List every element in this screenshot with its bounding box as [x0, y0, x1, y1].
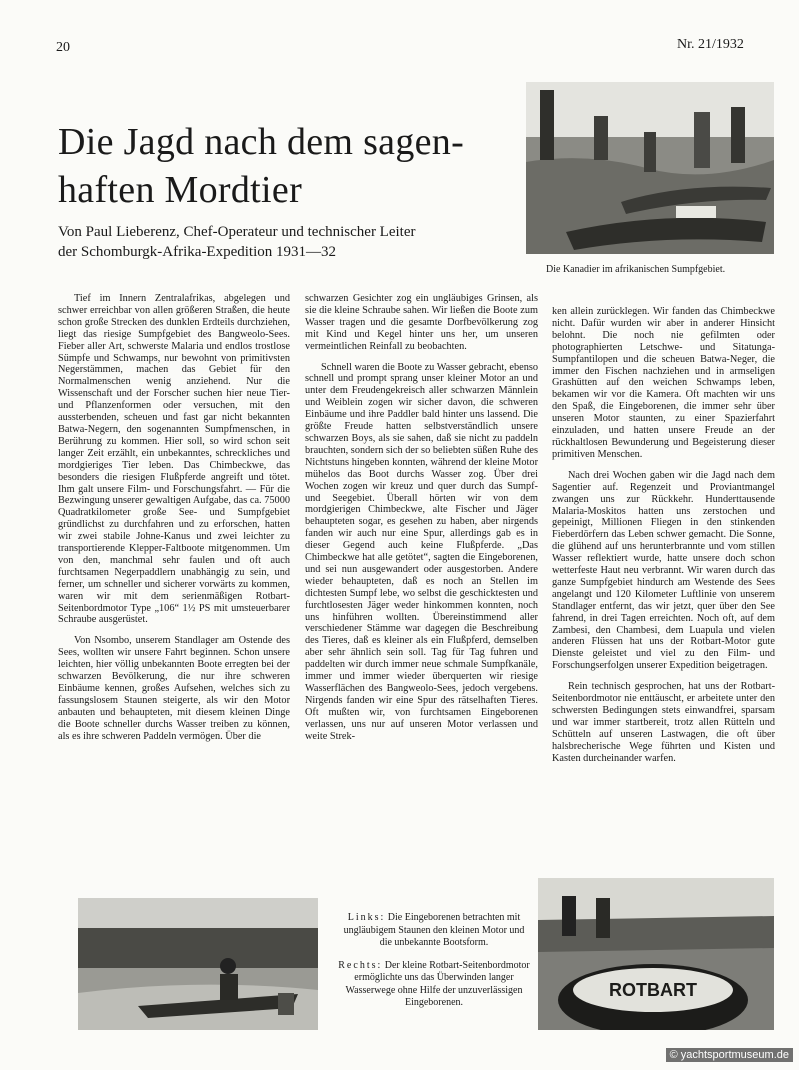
caption-rechts-text: Der kleine Rotbart-Seitenbordmotor ermöglichte uns das Überwinden langer Wasserwege ohne Hilfe der unzuverlässigen Eingeborenen. [345, 959, 530, 1008]
issue-number: Nr. 21/1932 [677, 37, 744, 52]
photo-canoes-swamp [526, 82, 774, 254]
caption-links-text: Die Eingeborenen betrachten mit ungläubigem Staunen den kleinen Motor und die unbekannte Bootsform. [343, 912, 525, 948]
article-column-2 [305, 293, 538, 848]
column-1-paragraph: Tief im Innern Zentralafrikas, abgelegen und schwer erreichbar von allen größeren Straßen, die heute schon große Strecken des dunklen Erdteils durchziehen, liegt das riesige Sumpfgebiet des Bangweolo-Sees. Fieber aller Art, schwerste Malaria und endlos trostlose Sümpfe und Schwamps, nur bewohnt von primitivsten Negerstämmen, machen das Gebiet für den Normalmenschen wenig anziehend. Nur die Wissenschaft und der Forscher suchen hier neue Tier- und Pflanzenformen oder versuchen, mit den aussterbenden, scheuen und fast gar nicht bekannten Batwa-Negern, den sogenannten Sumpfmenschen, in Berührung zu kommen. Hier soll, so wird schon seit langer Zeit erzählt, ein unbekanntes, schreckliches und mordgieriges Tier leben. Das Chimbeckwe, das besonders die riesigen Flußpferde angreift und tötet. Ihm galt unsere Film- und Forschungsfahrt. — Für die Bezwingung unserer gewaltigen Aufgabe, das ca. 75000 Quadratkilometer große See- und Sumpfgebiet gründlichst zu durchfahren und zu erforschen, hatten wir zwei stabile Johne-Kanus und zwei leichter zu transportierende Klepper-Faltboote mitgenommen. Um von den, manchmal sehr faulen und oft auch furchtsamen Negerpaddlern unabhängig zu sein, und ferner, um schneller und sicherer vorwärts zu kommen, waren wir mit dem serienmäßigen Rotbart-Seitenbordmotor Type „106“ 1½ PS mit umsteuerbarer Schraube ausgerüstet. [58, 293, 290, 626]
column-3-paragraph: ken allein zurücklegen. Wir fanden das Chimbeckwe nicht. Dafür wurden wir aber in anderer Hinsicht belohnt. Die noch nie gefilmten oder photographierten Letschwe- und Sitatunga-Sumpfantilopen und die scheuen Batwa-Neger, die immer den Fischen nachziehen und in armseligen Grashütten auf den weichen Schwamps leben, bekamen wir vor die Kamera. Oft machten wir uns den Spaß, die Eingeborenen, die immer sehr über unseren Motor staunten, zu einer Spazierfahrt einzuladen, und hatten unsere Freude an der rückhaltlosen Bewunderung und Begeisterung dieser primitiven Menschen. [552, 306, 775, 460]
column-3-paragraph: Rein technisch gesprochen, hat uns der Rotbart-Seitenbordmotor nie enttäuscht, er arbeitete unter den schwersten Bedingungen stets einwandfrei, sparsam und war immer startbereit, trotz allen Rütteln und Schütteln auf unseren Lastwagen, die oft über halsbrecherische Wege führten und Kisten und Kasten durcheinander warfen. [552, 681, 775, 764]
column-2-paragraph: Schnell waren die Boote zu Wasser gebracht, ebenso schnell und prompt sprang unser kleiner Motor an und unter dem Freudengekreisch aller schwarzen Männlein und Weiblein zogen wir sicher davon, die schweren Einbäume und ihre Paddler bald hinter uns lassend. Die größte Freude hatten selbstverständlich unsere schwarzen Boys, als sie sahen, daß sie nicht zu paddeln brauchten, sondern sich der so beliebten süßen Ruhe des Nichtstuns hingeben konnten, während der kleine Motor mühelos das Boot durchs Wasser zog. Über drei Wochen zogen wir kreuz und quer durch das Sumpf- und Seegebiet. Überall hörten wir von dem mordgierigen Chimbeckwe, alte Fischer und Jäger behaupteten sogar, es gesehen zu haben, aber nirgends fanden wir auch nur eine Spur, allerdings gab es in dieser Gegend auch keine Flußpferde. „Das Chimbeckwe hat alle getötet“, sagten die Eingeborenen, und sei nun ausgewandert oder ausgestorben. Andere wieder behaupteten, daß es noch an Stellen im dichtesten Sumpf lebe, wo selbst die geschicktesten und furchtlosesten Jäger weder hinkommen konnten, noch uns hinführen wollten. Übereinstimmend aller verschiedener Stämme war dagegen die Beschreibung des Tieres, daß es kleiner als ein Flußpferd, demselben aber sehr ähnlich sein soll. Tag für Tag fuhren und paddelten wir durch immer neue schmale Sumpfkanäle, immer und immer wieder überquerten wir riesige Wasserflächen des Bangweolo-Sees, jedoch vergebens. Nirgends fanden wir eine Spur des rätselhaften Tieres. Oft mußten wir, von furchtsamen Eingeborenen verlassen, uns nur auf unseren Motor verlassen und weite Strek- [305, 361, 538, 742]
photo-rotbart-motor [538, 878, 774, 1030]
column-2-paragraph: schwarzen Gesichter zog ein ungläubiges Grinsen, als sie die kleine Schraube sahen. Wir ließen die Boote zum Wasser tragen und die gesamte Dorfbevölkerung zog mit Kind und Kegel hinter uns her, um unseren vermeintlichen Reinfall zu beobachten. [305, 293, 538, 352]
caption-rechts [338, 960, 530, 1010]
rotbart-motor-illustration [538, 878, 774, 1030]
caption-rechts-label: Rechts: [338, 959, 383, 971]
motor-brand-label: ROTBART [609, 980, 697, 1000]
caption-bottom [338, 912, 530, 1010]
article-column-3 [552, 306, 775, 848]
caption-links [338, 912, 530, 950]
column-3-paragraph: Nach drei Wochen gaben wir die Jagd nach dem Sagentier auf. Regenzeit und Proviantmangel zwangen uns zur Rückkehr. Hunderttausende Malaria-Moskitos hatten uns zerstochen und gepeinigt, Millionen Fliegen in den stinkenden Fieberdörfern das Leben schwer gemacht. Die Sonne, die glühend auf uns herunterbrannte und vom stillen Wasser reflektiert wurde, hatte unsere doch schon wetterfeste Haut neu verbrannt. Wir waren durch das ganze Sumpfgebiet hindurch am Westende des Sees angelangt und 120 Kilometer Luftlinie von unserem Standlager entfernt, das wir jetzt, quer über den See fahrend, in drei Tagen erreichten. Noch oft, auf dem Zambesi, den Chambesi, dem Luapula und vielen anderen Flüssen hat uns der Rotbart-Motor gute Dienste geleistet und viel zu den Film- und Forschungserfolgen unserer Expedition beigetragen. [552, 469, 775, 672]
page-number: 20 [56, 40, 70, 55]
article-column-1 [58, 293, 290, 848]
natives-watching-illustration [78, 898, 318, 1030]
byline-line-1: Von Paul Lieberenz, Chef-Operateur und technischer Leiter [58, 224, 416, 240]
canoes-swamp-illustration [526, 82, 774, 254]
article-title [58, 118, 518, 214]
byline [58, 222, 528, 262]
title-line-1: Die Jagd nach dem sagen- [58, 121, 465, 163]
byline-line-2: der Schomburgk-Afrika-Expedition 1931—32 [58, 244, 337, 260]
photo-natives-watching [78, 898, 318, 1030]
caption-links-label: Links: [347, 912, 386, 923]
title-line-2: haften Mordtier [58, 169, 303, 211]
column-1-paragraph: Von Nsombo, unserem Standlager am Ostende des Sees, wollten wir unsere Fahrt beginnen. Schon unsere leichten, hier völlig unbekannten Boote erregten bei der schwarzen Bevölkerung, die nur ihre schweren Einbäume kennen, großes Aufsehen, welches sich zu fassungslosem Staunen steigerte, als wir den Motor anbauten und behaupteten, mit diesem kleinen Dinge die Boote schneller durchs Wasser treiben zu können, als es ihre schweren Paddeln vermögen. Über die [58, 635, 290, 742]
watermark: © yachtsportmuseum.de [666, 1048, 793, 1062]
caption-top-photo: Die Kanadier im afrikanischen Sumpfgebiet. [546, 264, 726, 275]
